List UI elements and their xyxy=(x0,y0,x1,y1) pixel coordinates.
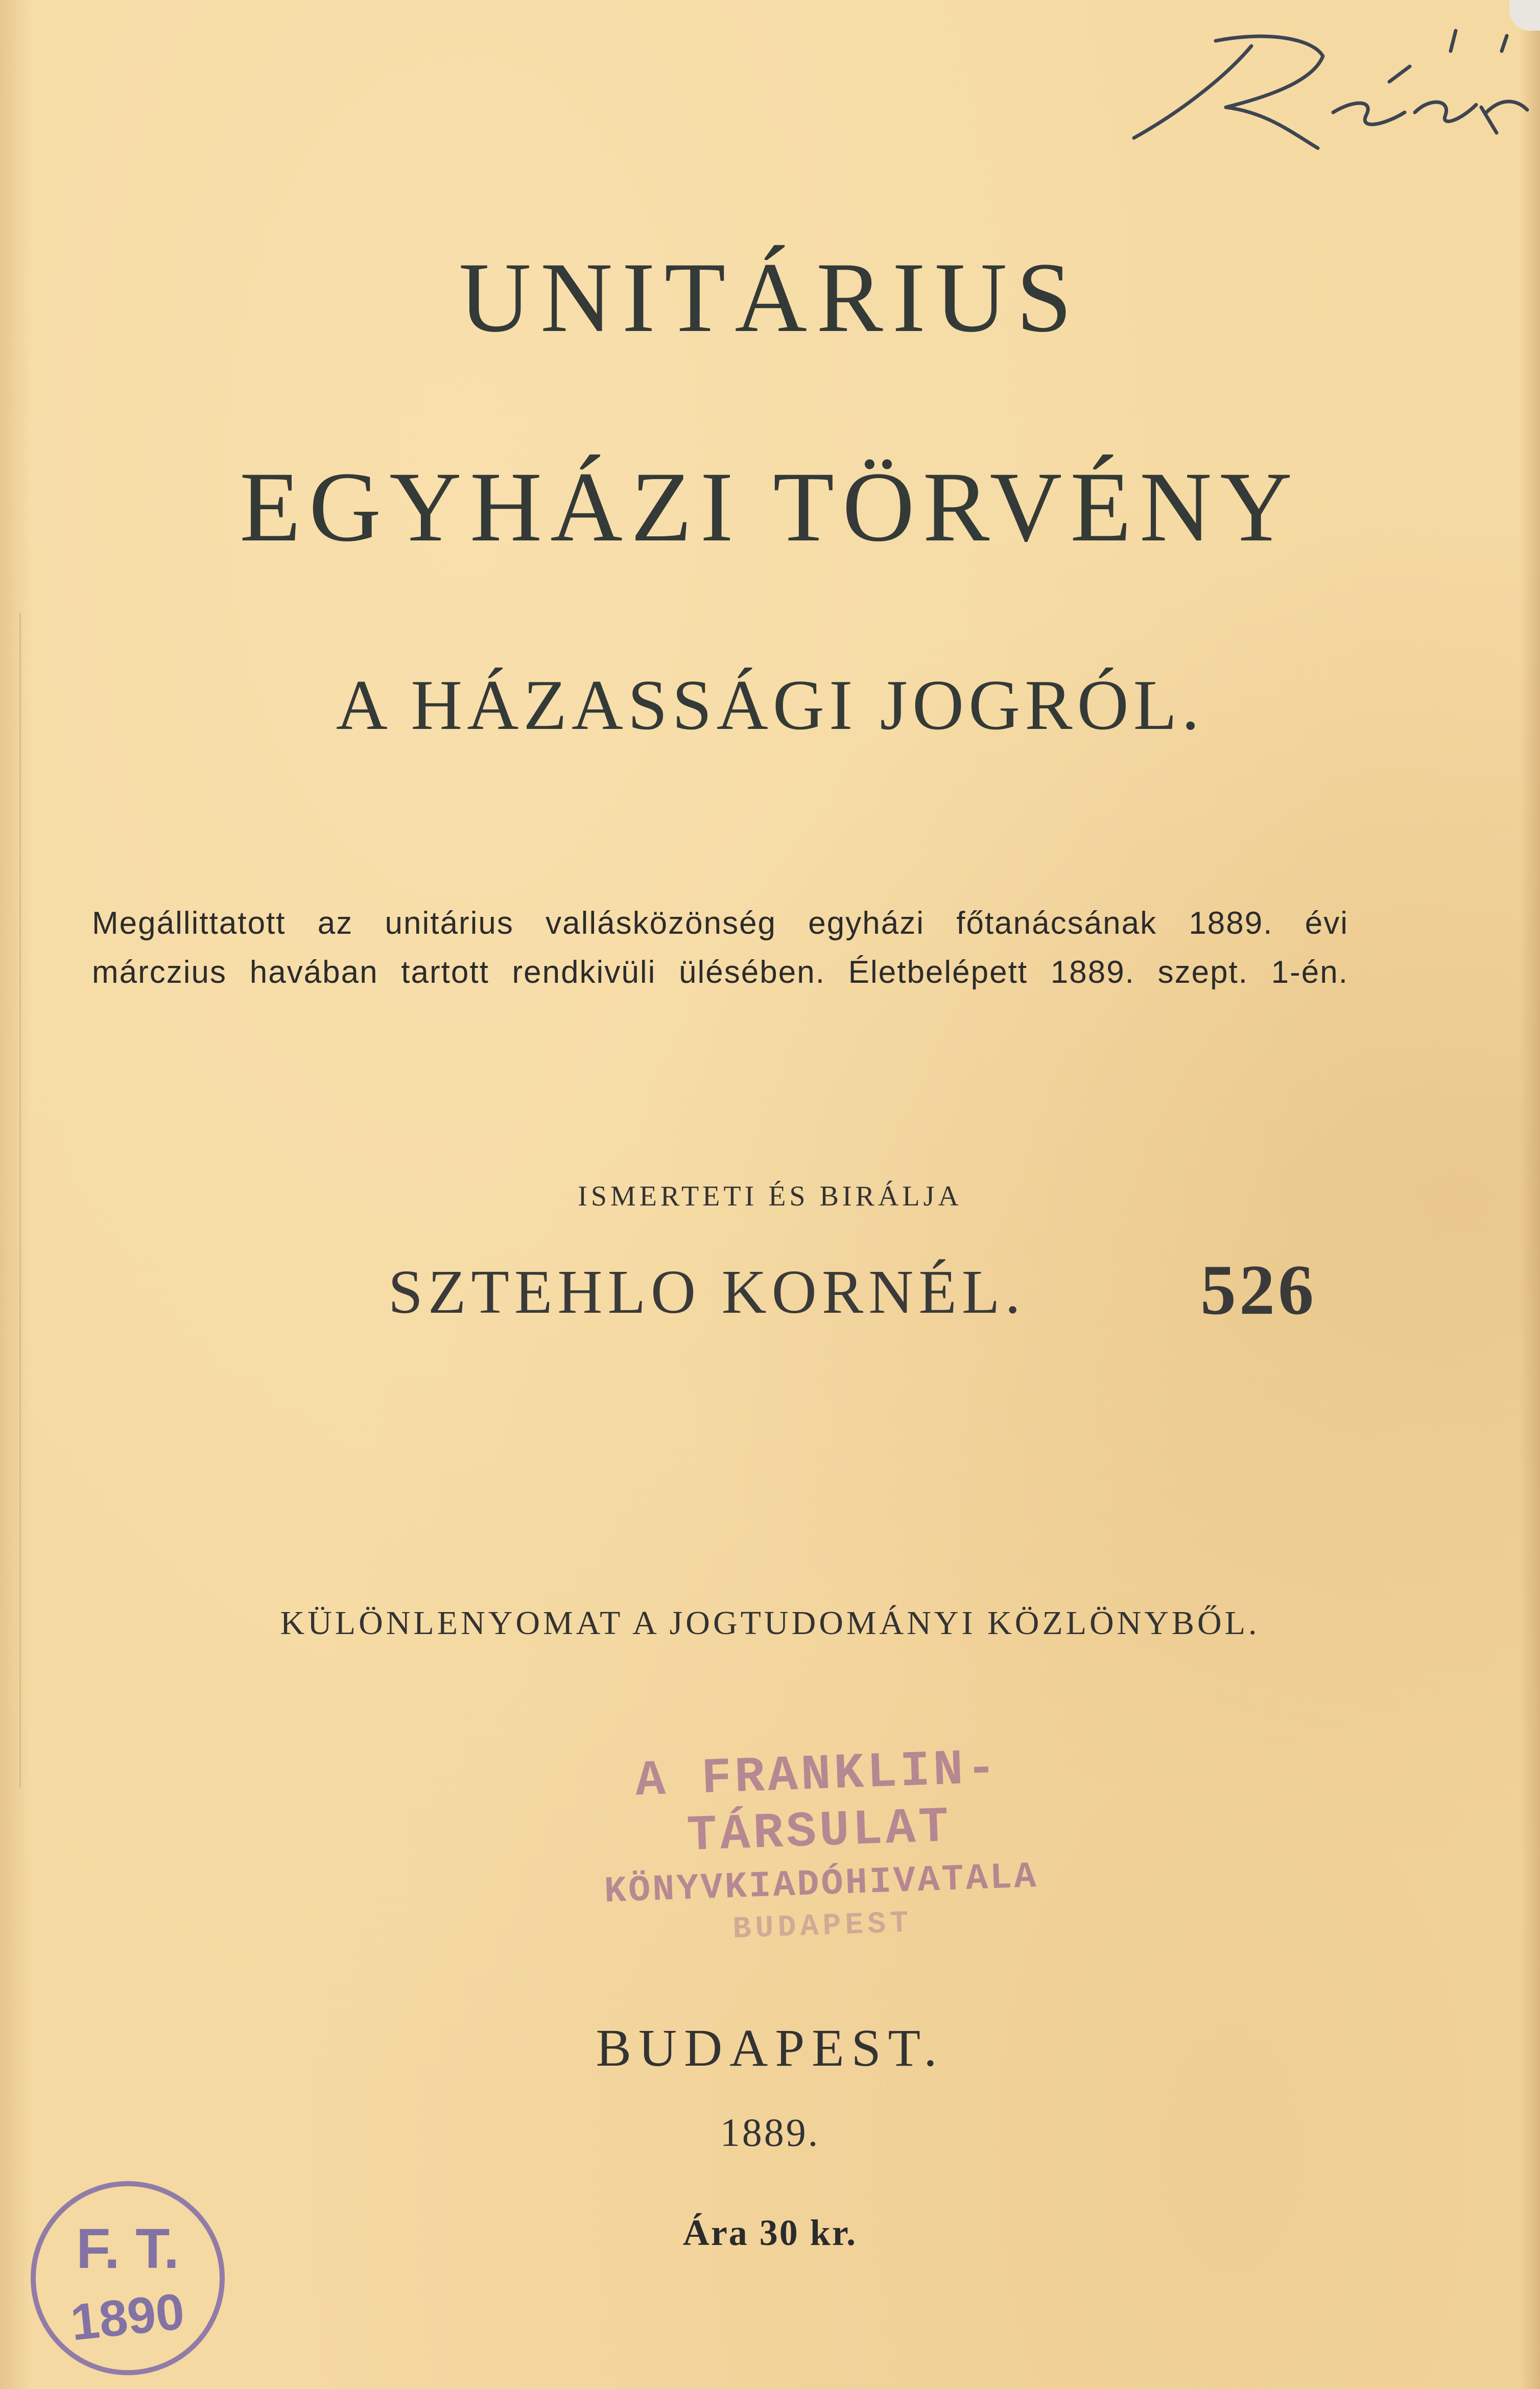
author-name: SZTEHLO KORNÉL. xyxy=(388,1258,1026,1327)
library-stamp xyxy=(20,2171,235,2385)
subtitle-line-2: márczius havában tartott rendkivüli ülésében. Életbelépett 1889. szept. 1-én. xyxy=(92,955,1348,990)
publisher-stamp-line-1: A FRANKLIN-TÁRSULAT xyxy=(634,1740,1001,1865)
title-line-2: EGYHÁZI TÖRVÉNY xyxy=(239,452,1301,562)
title-line-3: A HÁZASSÁGI JOGRÓL. xyxy=(336,666,1204,745)
byline-label: ISMERTETI ÉS BIRÁLJA xyxy=(578,1180,962,1212)
library-stamp-bottom: 1890 xyxy=(68,2282,187,2352)
publication-year: 1889. xyxy=(720,2110,820,2155)
handwritten-signature xyxy=(1098,10,1537,163)
publisher-stamp-line-2: KÖNYVKIADÓHIVATALA xyxy=(603,1856,1039,1913)
subtitle-line-1: Megállittatott az unitárius vallásközönség egyházi főtanácsának 1889. évi xyxy=(92,906,1348,941)
publisher-stamp-line-3: BUDAPEST xyxy=(732,1906,913,1948)
publisher-stamp xyxy=(523,1737,1117,1954)
subtitle-paragraph xyxy=(92,899,1348,997)
publication-city: BUDAPEST. xyxy=(596,2019,944,2077)
library-stamp-top: F. T. xyxy=(76,2217,179,2280)
catalog-number: 526 xyxy=(1200,1250,1317,1330)
title-line-1: UNITÁRIUS xyxy=(459,242,1081,353)
offprint-note: KÜLÖNLENYOMAT A JOGTUDOMÁNYI KÖZLÖNYBŐL. xyxy=(280,1604,1260,1642)
price: Ára 30 kr. xyxy=(682,2212,858,2253)
